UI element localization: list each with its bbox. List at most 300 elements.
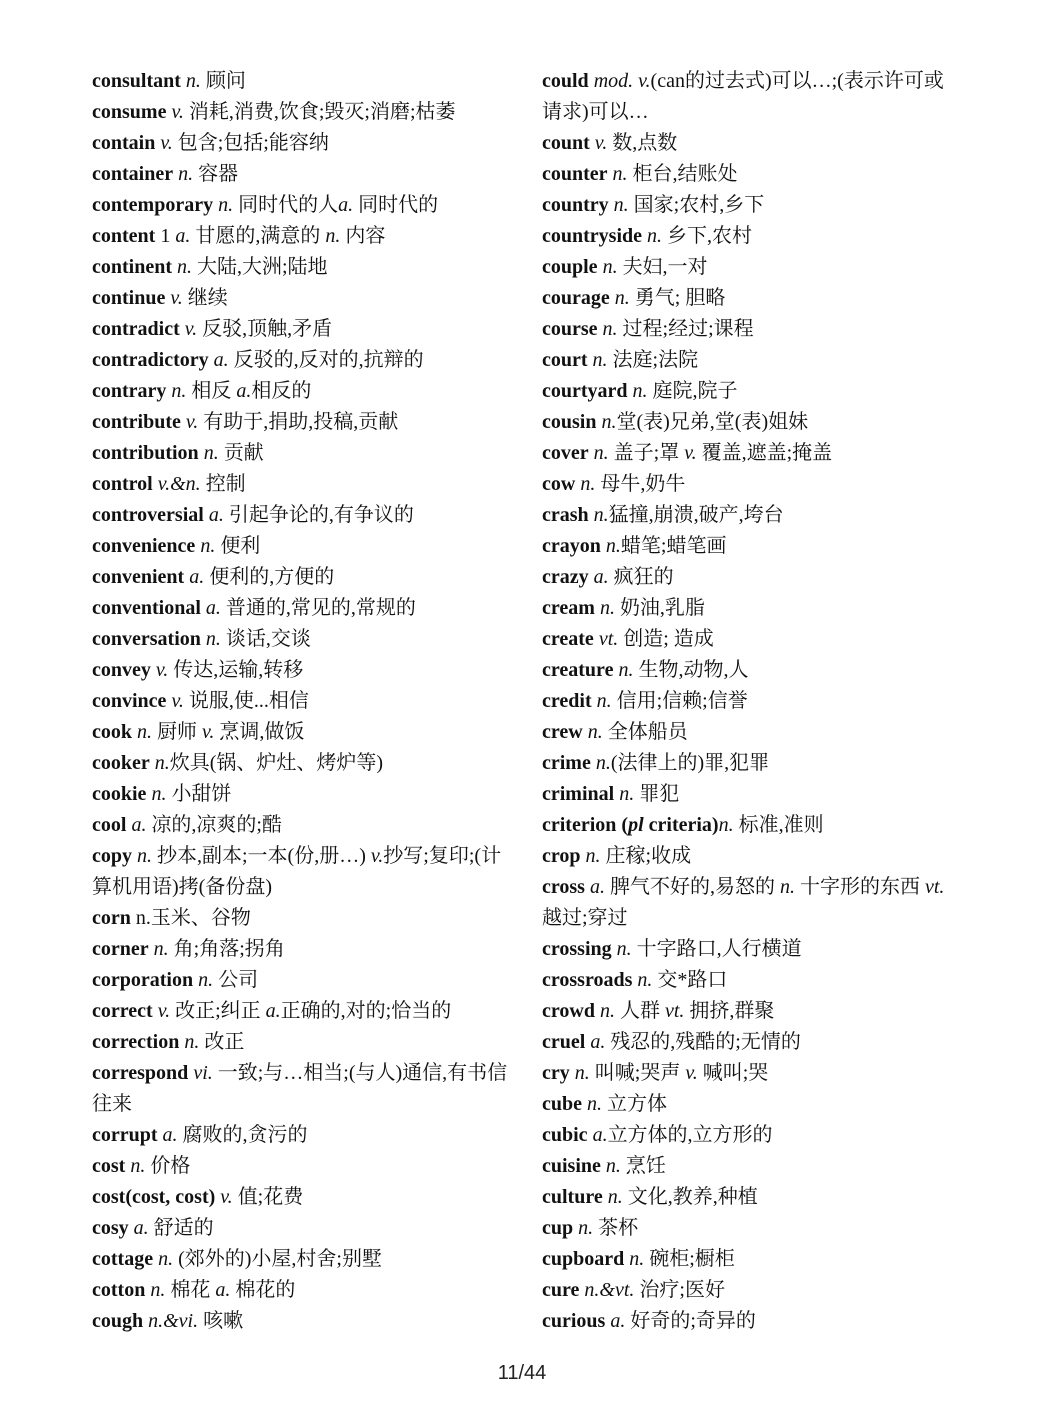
part-of-speech: n. bbox=[600, 535, 621, 557]
part-of-speech: v. bbox=[202, 721, 215, 743]
definition: 小甜饼 bbox=[166, 783, 232, 805]
vocab-entry bbox=[92, 903, 512, 934]
vocab-entry bbox=[542, 841, 962, 872]
vocab-entry bbox=[92, 283, 512, 314]
definition: 数,点数 bbox=[607, 132, 678, 154]
definition: 碗柜;橱柜 bbox=[644, 1248, 735, 1270]
part-of-speech: v. bbox=[152, 1000, 171, 1022]
headword: cream bbox=[542, 597, 595, 619]
definition: 盖子;罩 bbox=[608, 442, 685, 464]
vocab-entry bbox=[92, 562, 512, 593]
part-of-speech: n. bbox=[608, 194, 629, 216]
part-of-speech: n. bbox=[624, 1248, 645, 1270]
headword: convey bbox=[92, 659, 151, 681]
headword: container bbox=[92, 163, 174, 185]
part-of-speech: n. bbox=[173, 163, 194, 185]
headword: creature bbox=[542, 659, 614, 681]
definition: 值;花费 bbox=[232, 1186, 304, 1208]
headword: continent bbox=[92, 256, 172, 278]
definition: 说服,使...相信 bbox=[183, 690, 309, 712]
part-of-speech: a. bbox=[175, 225, 191, 247]
definition: 棉花的 bbox=[230, 1279, 296, 1301]
definition: 母牛,奶牛 bbox=[595, 473, 686, 495]
part-of-speech: v. bbox=[165, 287, 183, 309]
part-of-speech: a. bbox=[605, 1310, 626, 1332]
headword: consume bbox=[92, 101, 167, 123]
part-of-speech: n. bbox=[575, 473, 596, 495]
vocab-entry bbox=[542, 314, 962, 345]
definition: 立方体 bbox=[602, 1093, 667, 1115]
part-of-speech: a. bbox=[128, 1217, 149, 1239]
definition: 1 bbox=[155, 225, 176, 247]
page-number: 11/44 bbox=[497, 1362, 547, 1384]
headword: crash bbox=[542, 504, 589, 526]
headword: cross bbox=[542, 876, 585, 898]
part-of-speech: n. bbox=[573, 1217, 594, 1239]
vocab-entry bbox=[542, 128, 962, 159]
vocab-entry bbox=[542, 345, 962, 376]
vocab-entry bbox=[542, 438, 962, 469]
definition: 烹饪 bbox=[620, 1155, 666, 1177]
vocab-entry bbox=[92, 190, 512, 221]
headword: convenient bbox=[92, 566, 185, 588]
part-of-speech: n. bbox=[632, 969, 653, 991]
part-of-speech: v. bbox=[180, 411, 199, 433]
part-of-speech: vi. bbox=[188, 1062, 213, 1084]
part-of-speech: n. bbox=[148, 938, 169, 960]
vocab-entry bbox=[92, 345, 512, 376]
headword: cooker bbox=[92, 752, 150, 774]
definition: 创造; 造成 bbox=[618, 628, 714, 650]
vocab-entry bbox=[92, 376, 512, 407]
vocab-entry bbox=[542, 1244, 962, 1275]
part-of-speech: v.&n. bbox=[152, 473, 201, 495]
headword: count bbox=[542, 132, 590, 154]
part-of-speech: n. bbox=[596, 411, 617, 433]
definition: 引起争论的,有争议的 bbox=[223, 504, 414, 526]
definition: 奶油,乳脂 bbox=[614, 597, 705, 619]
part-of-speech: n. bbox=[613, 659, 634, 681]
headword: conversation bbox=[92, 628, 201, 650]
part-of-speech: vt. bbox=[593, 628, 619, 650]
definition: 残忍的,残酷的;无情的 bbox=[605, 1031, 801, 1053]
definition: 消耗,消费,饮食;毁灭;消磨;枯萎 bbox=[183, 101, 456, 123]
definition: 立方体的,立方形的 bbox=[607, 1124, 773, 1146]
vocab-entry bbox=[92, 1120, 512, 1151]
part-of-speech: a. bbox=[236, 380, 252, 402]
part-of-speech: n. bbox=[166, 380, 187, 402]
headword: cookie bbox=[92, 783, 147, 805]
part-of-speech: v. bbox=[684, 442, 697, 464]
headword: crew bbox=[542, 721, 583, 743]
part-of-speech: v. bbox=[685, 1062, 698, 1084]
headword: contribute bbox=[92, 411, 181, 433]
definition: 继续 bbox=[182, 287, 228, 309]
part-of-speech: a. bbox=[265, 1000, 281, 1022]
vocab-entry bbox=[92, 66, 512, 97]
headword: contrary bbox=[92, 380, 167, 402]
vocab-entry bbox=[92, 748, 512, 779]
vocab-entry bbox=[542, 934, 962, 965]
part-of-speech: n. bbox=[582, 721, 603, 743]
headword: criteria) bbox=[643, 814, 719, 836]
part-of-speech: a. bbox=[200, 597, 221, 619]
definition: 文化,教养,种植 bbox=[622, 1186, 758, 1208]
definition: 同时代的人 bbox=[233, 194, 339, 216]
part-of-speech: v. bbox=[179, 318, 198, 340]
definition: 便利 bbox=[215, 535, 261, 557]
part-of-speech: n. bbox=[614, 783, 635, 805]
vocab-entry bbox=[92, 1151, 512, 1182]
vocab-entry bbox=[92, 717, 512, 748]
definition: 柜台,结账处 bbox=[627, 163, 738, 185]
headword: cry bbox=[542, 1062, 570, 1084]
part-of-speech: n.&vt. bbox=[579, 1279, 635, 1301]
headword: crowd bbox=[542, 1000, 595, 1022]
part-of-speech: v. bbox=[589, 132, 608, 154]
definition: 甘愿的,满意的 bbox=[190, 225, 326, 247]
definition: 国家;农村,乡下 bbox=[628, 194, 765, 216]
headword: content bbox=[92, 225, 156, 247]
headword: crossroads bbox=[542, 969, 633, 991]
headword: continue bbox=[92, 287, 166, 309]
part-of-speech: n. bbox=[180, 70, 201, 92]
vocab-entry bbox=[92, 655, 512, 686]
headword: corporation bbox=[92, 969, 194, 991]
definition: 猛撞,崩溃,破产,垮台 bbox=[608, 504, 784, 526]
headword: course bbox=[542, 318, 598, 340]
part-of-speech: a. bbox=[587, 1124, 608, 1146]
vocab-entry bbox=[542, 500, 962, 531]
right-column bbox=[542, 66, 962, 1337]
definition: 越过;穿过 bbox=[542, 907, 628, 929]
part-of-speech: a. bbox=[588, 566, 609, 588]
vocab-entry bbox=[542, 748, 962, 779]
definition: (法律上的)罪,犯罪 bbox=[610, 752, 770, 774]
headword: control bbox=[92, 473, 153, 495]
definition: 改正;纠正 bbox=[170, 1000, 266, 1022]
headword: contradict bbox=[92, 318, 180, 340]
vocab-entry bbox=[92, 1306, 512, 1337]
vocab-entry bbox=[92, 252, 512, 283]
headword: contain bbox=[92, 132, 156, 154]
headword: corrupt bbox=[92, 1124, 158, 1146]
part-of-speech: n. bbox=[582, 1093, 602, 1115]
vocab-entry bbox=[92, 128, 512, 159]
part-of-speech: n. bbox=[587, 349, 608, 371]
vocab-entry bbox=[92, 500, 512, 531]
definition: 舒适的 bbox=[148, 1217, 214, 1239]
vocab-entry bbox=[542, 221, 962, 252]
part-of-speech: mod. v. bbox=[588, 70, 651, 92]
definition: 治疗;医好 bbox=[634, 1279, 725, 1301]
part-of-speech: vt. bbox=[664, 1000, 685, 1022]
definition: 堂(表)兄弟,堂(表)姐妹 bbox=[616, 411, 809, 433]
definition: 同时代的 bbox=[353, 194, 439, 216]
vocab-entry bbox=[92, 686, 512, 717]
definition: 相反 bbox=[186, 380, 237, 402]
vocab-entry bbox=[542, 1120, 962, 1151]
headword: cook bbox=[92, 721, 132, 743]
part-of-speech: n. bbox=[607, 163, 628, 185]
part-of-speech: a. bbox=[215, 1279, 231, 1301]
headword: correction bbox=[92, 1031, 180, 1053]
vocab-entry bbox=[92, 1275, 512, 1306]
part-of-speech: n. bbox=[325, 225, 341, 247]
definition: 贡献 bbox=[218, 442, 264, 464]
definition: 夫妇,一对 bbox=[617, 256, 708, 278]
part-of-speech: n. bbox=[179, 1031, 200, 1053]
headword: cool bbox=[92, 814, 127, 836]
vocab-entry bbox=[92, 469, 512, 500]
part-of-speech: a. bbox=[126, 814, 147, 836]
definition: 包含;包括;能容纳 bbox=[172, 132, 329, 154]
part-of-speech: a. bbox=[157, 1124, 178, 1146]
definition: 法庭;法院 bbox=[607, 349, 699, 371]
vocab-entry bbox=[92, 1213, 512, 1244]
vocab-entry bbox=[92, 593, 512, 624]
part-of-speech: n. bbox=[132, 845, 152, 867]
vocab-entry bbox=[542, 190, 962, 221]
definition: 内容 bbox=[340, 225, 386, 247]
vocab-entry bbox=[92, 531, 512, 562]
headword: contradictory bbox=[92, 349, 209, 371]
part-of-speech: v. bbox=[370, 845, 384, 867]
part-of-speech: n. bbox=[602, 1186, 623, 1208]
headword: correct bbox=[92, 1000, 153, 1022]
definition: 一致;与…相当;(与人)通信,有书信往来 bbox=[92, 1062, 508, 1115]
headword: cow bbox=[542, 473, 576, 495]
headword: cosy bbox=[92, 1217, 129, 1239]
part-of-speech: n. bbox=[145, 1279, 166, 1301]
definition: 喊叫;哭 bbox=[697, 1062, 769, 1084]
definition: 茶杯 bbox=[593, 1217, 639, 1239]
headword: convince bbox=[92, 690, 167, 712]
part-of-speech: n. bbox=[146, 783, 167, 805]
definition: 人群 bbox=[614, 1000, 665, 1022]
part-of-speech: n. bbox=[597, 256, 618, 278]
headword: crime bbox=[542, 752, 591, 774]
part-of-speech: n. bbox=[200, 628, 221, 650]
vocab-entry bbox=[542, 872, 962, 934]
vocab-entry bbox=[92, 1244, 512, 1275]
headword: cuisine bbox=[542, 1155, 601, 1177]
definition: 信用;信赖;信誉 bbox=[611, 690, 748, 712]
definition: 庄稼;收成 bbox=[600, 845, 692, 867]
headword: cubic bbox=[542, 1124, 588, 1146]
part-of-speech: n. bbox=[718, 814, 734, 836]
part-of-speech: n. bbox=[193, 969, 214, 991]
vocab-entry bbox=[92, 1182, 512, 1213]
part-of-speech: n. bbox=[132, 721, 152, 743]
vocab-entry bbox=[542, 1275, 962, 1306]
headword: cruel bbox=[542, 1031, 586, 1053]
part-of-speech: n. bbox=[588, 442, 609, 464]
headword: contribution bbox=[92, 442, 199, 464]
headword: correspond bbox=[92, 1062, 189, 1084]
headword: cover bbox=[542, 442, 589, 464]
headword: crop bbox=[542, 845, 581, 867]
part-of-speech: a. bbox=[338, 194, 354, 216]
part-of-speech: a. bbox=[208, 349, 229, 371]
headword: corn bbox=[92, 907, 131, 929]
part-of-speech: n. bbox=[588, 504, 609, 526]
vocab-entry bbox=[542, 686, 962, 717]
vocab-entry bbox=[542, 66, 962, 128]
headword: crazy bbox=[542, 566, 589, 588]
definition: 庭院,院子 bbox=[647, 380, 738, 402]
definition: 勇气; 胆略 bbox=[629, 287, 726, 309]
headword: create bbox=[542, 628, 594, 650]
definition: 过程;经过;课程 bbox=[617, 318, 754, 340]
part-of-speech: n. bbox=[149, 752, 170, 774]
headword: cost bbox=[92, 1155, 126, 1177]
definition: 谈话,交谈 bbox=[220, 628, 311, 650]
definition: 腐败的,贪污的 bbox=[177, 1124, 308, 1146]
part-of-speech: a. bbox=[203, 504, 224, 526]
part-of-speech: v. bbox=[215, 1186, 233, 1208]
part-of-speech: n.&vi. bbox=[143, 1310, 199, 1332]
part-of-speech: n. bbox=[611, 938, 632, 960]
headword: cotton bbox=[92, 1279, 146, 1301]
part-of-speech: n. bbox=[569, 1062, 590, 1084]
definition: 价格 bbox=[145, 1155, 191, 1177]
definition: 十字形的东西 bbox=[794, 876, 925, 898]
definition: 生物,动物,人 bbox=[633, 659, 749, 681]
definition: 标准,准则 bbox=[733, 814, 824, 836]
headword: courtyard bbox=[542, 380, 628, 402]
definition: 凉的,凉爽的;酷 bbox=[146, 814, 282, 836]
definition: 有助于,捐助,投稿,贡献 bbox=[198, 411, 399, 433]
vocab-entry bbox=[542, 1213, 962, 1244]
vocab-entry bbox=[542, 1058, 962, 1089]
headword: couple bbox=[542, 256, 598, 278]
part-of-speech: vt. bbox=[924, 876, 945, 898]
part-of-speech: v. bbox=[166, 101, 184, 123]
part-of-speech: n. bbox=[594, 1000, 615, 1022]
vocab-entry bbox=[542, 562, 962, 593]
definition: 脾气不好的,易怒的 bbox=[604, 876, 780, 898]
part-of-speech: n. bbox=[600, 1155, 621, 1177]
vocab-entry bbox=[542, 159, 962, 190]
vocab-entry bbox=[92, 934, 512, 965]
part-of-speech: v. bbox=[150, 659, 169, 681]
part-of-speech: a. bbox=[585, 1031, 606, 1053]
headword: crayon bbox=[542, 535, 601, 557]
definition: 叫喊;哭声 bbox=[589, 1062, 686, 1084]
definition: 相反的 bbox=[251, 380, 312, 402]
definition: 普通的,常见的,常规的 bbox=[220, 597, 416, 619]
part-of-speech: n. bbox=[779, 876, 795, 898]
headword: contemporary bbox=[92, 194, 214, 216]
definition: 传达,运输,转移 bbox=[168, 659, 304, 681]
definition: 顾问 bbox=[200, 70, 246, 92]
part-of-speech: n. bbox=[195, 535, 216, 557]
part-of-speech: a. bbox=[184, 566, 205, 588]
vocab-entry bbox=[92, 1058, 512, 1120]
vocab-entry bbox=[92, 438, 512, 469]
headword: countryside bbox=[542, 225, 642, 247]
definition: 反驳,顶触,矛盾 bbox=[197, 318, 333, 340]
left-column bbox=[92, 66, 512, 1337]
part-of-speech: n. bbox=[642, 225, 662, 247]
vocab-entry bbox=[542, 1182, 962, 1213]
headword: curious bbox=[542, 1310, 606, 1332]
definition: 蜡笔;蜡笔画 bbox=[620, 535, 727, 557]
part-of-speech: v. bbox=[155, 132, 173, 154]
headword: culture bbox=[542, 1186, 603, 1208]
vocab-entry bbox=[542, 1027, 962, 1058]
part-of-speech: n. bbox=[627, 380, 648, 402]
headword: copy bbox=[92, 845, 132, 867]
vocab-entry bbox=[92, 221, 512, 252]
vocab-entry bbox=[542, 469, 962, 500]
headword: convenience bbox=[92, 535, 196, 557]
headword: cup bbox=[542, 1217, 574, 1239]
definition: 咳嗽 bbox=[198, 1310, 244, 1332]
vocab-entry bbox=[542, 1089, 962, 1120]
vocab-entry bbox=[542, 1151, 962, 1182]
vocab-entry bbox=[542, 252, 962, 283]
part-of-speech: n. bbox=[609, 287, 630, 309]
vocab-entry bbox=[542, 624, 962, 655]
vocab-entry bbox=[542, 531, 962, 562]
part-of-speech: n. bbox=[580, 845, 601, 867]
headword: cost(cost, cost) bbox=[92, 1186, 216, 1208]
definition: 改正 bbox=[199, 1031, 245, 1053]
part-of-speech: n. bbox=[172, 256, 192, 278]
headword: corner bbox=[92, 938, 149, 960]
vocab-entry bbox=[92, 810, 512, 841]
headword: cube bbox=[542, 1093, 582, 1115]
vocab-entry bbox=[92, 965, 512, 996]
headword: crossing bbox=[542, 938, 612, 960]
headword-italic: pl bbox=[628, 814, 644, 836]
definition: 厨师 bbox=[152, 721, 202, 743]
vocab-entry bbox=[92, 996, 512, 1027]
part-of-speech: n. bbox=[153, 1248, 174, 1270]
headword: conventional bbox=[92, 597, 201, 619]
definition: 棉花 bbox=[165, 1279, 216, 1301]
definition: 烹调,做饭 bbox=[214, 721, 305, 743]
vocab-entry bbox=[542, 717, 962, 748]
part-of-speech: n. bbox=[594, 597, 615, 619]
definition: 正确的,对的;恰当的 bbox=[280, 1000, 452, 1022]
definition: 乡下,农村 bbox=[662, 225, 752, 247]
headword: cough bbox=[92, 1310, 144, 1332]
definition: 大陆,大洲;陆地 bbox=[192, 256, 328, 278]
vocab-entry bbox=[92, 624, 512, 655]
vocab-entry bbox=[542, 407, 962, 438]
definition: 炊具(锅、炉灶、烤炉等) bbox=[169, 752, 384, 774]
vocab-entry bbox=[92, 159, 512, 190]
part-of-speech: n. bbox=[213, 194, 234, 216]
headword: courage bbox=[542, 287, 610, 309]
part-of-speech: n. bbox=[198, 442, 219, 464]
definition: (can的过去式)可以…;(表示许可或请求)可以… bbox=[542, 70, 944, 123]
vocab-entry bbox=[542, 779, 962, 810]
vocab-entry bbox=[92, 779, 512, 810]
vocab-entry bbox=[92, 407, 512, 438]
definition: 角;角落;拐角 bbox=[168, 938, 285, 960]
headword: cure bbox=[542, 1279, 580, 1301]
definition: 罪犯 bbox=[634, 783, 680, 805]
part-of-speech: n. bbox=[590, 752, 611, 774]
part-of-speech: n. bbox=[125, 1155, 146, 1177]
headword: cottage bbox=[92, 1248, 154, 1270]
definition: 便利的,方便的 bbox=[204, 566, 335, 588]
definition: 覆盖,遮盖;掩盖 bbox=[696, 442, 833, 464]
